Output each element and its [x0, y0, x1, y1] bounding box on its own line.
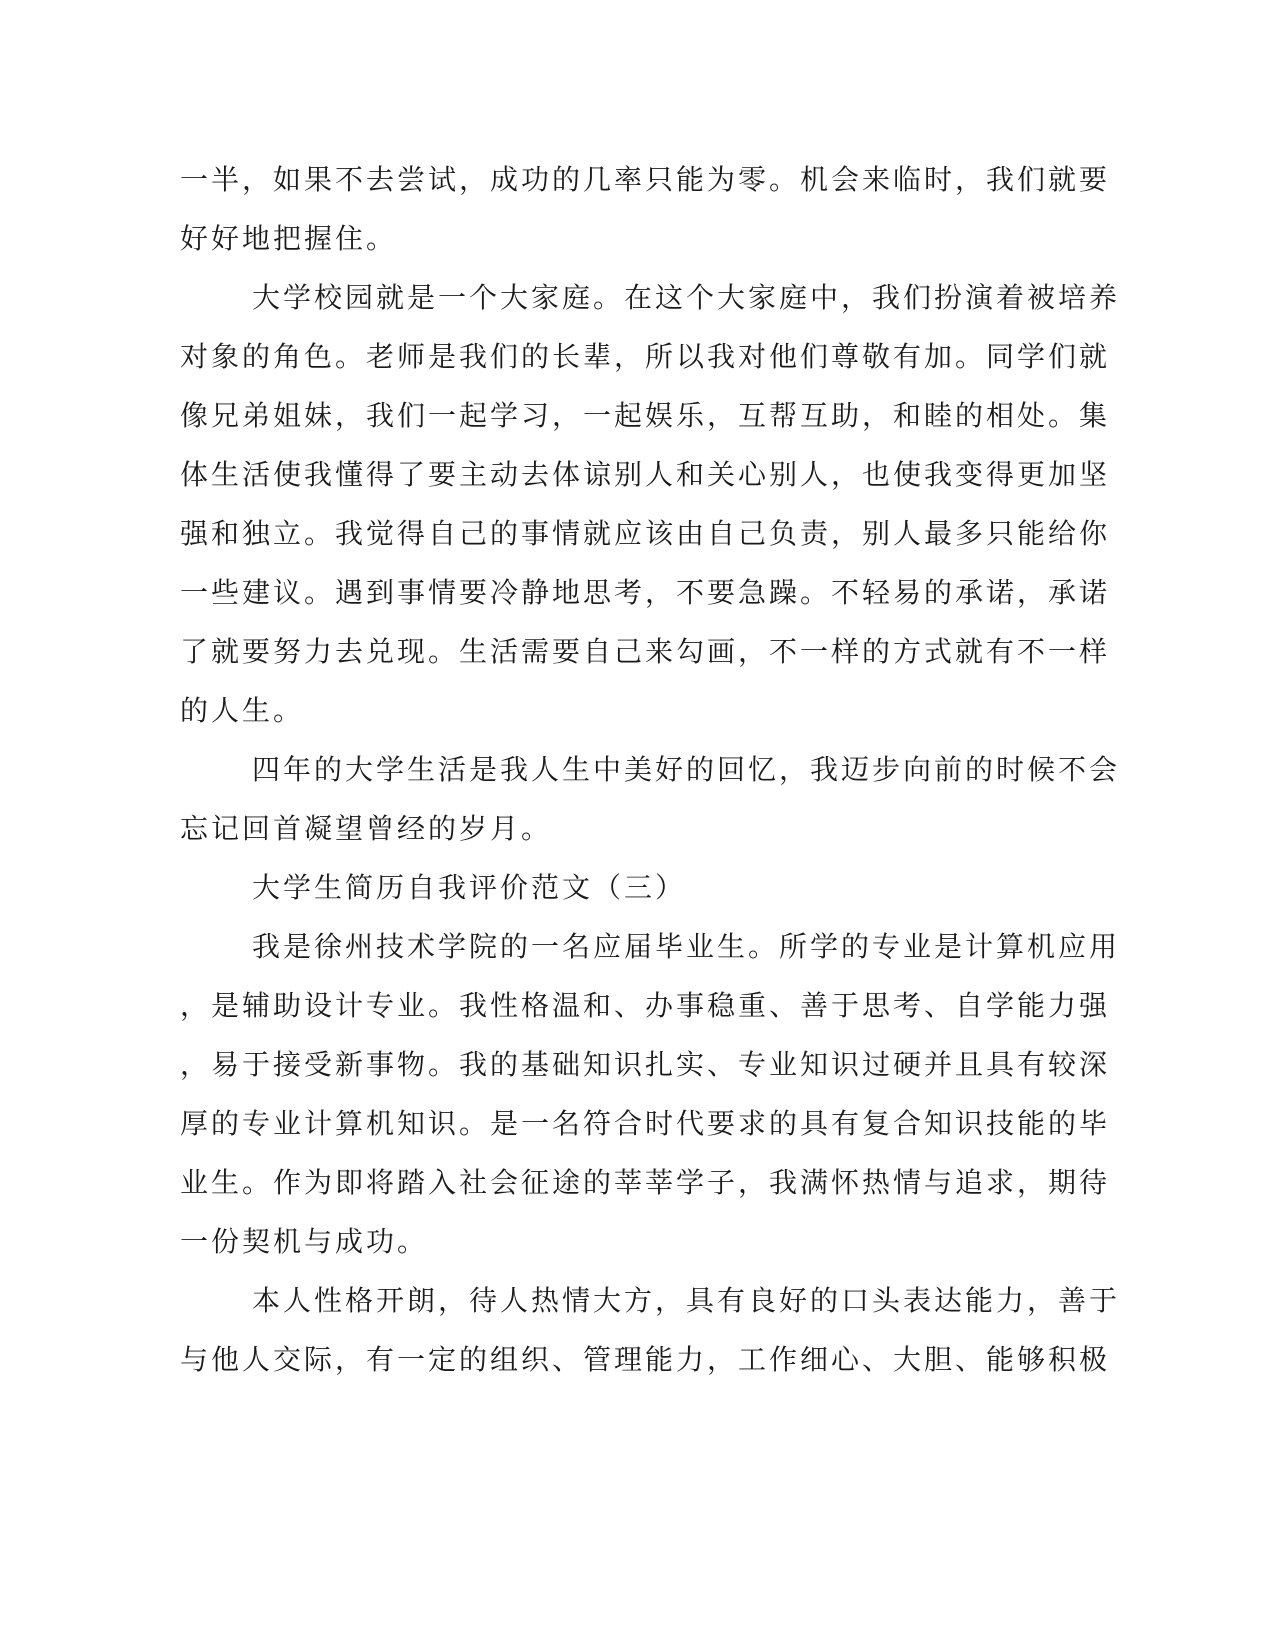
text-line: 好好地把握住。 — [180, 222, 398, 255]
text-line: 一半，如果不去尝试，成功的几率只能为零。机会来临时，我们就要 — [180, 163, 1111, 196]
text-line: 强和独立。我觉得自己的事情就应该由自己负责，别人最多只能给你 — [180, 517, 1111, 550]
text-line: 了就要努力去兑现。生活需要自己来勾画，不一样的方式就有不一样 — [180, 635, 1111, 668]
text-line: 一些建议。遇到事情要冷静地思考，不要急躁。不轻易的承诺，承诺 — [180, 576, 1111, 609]
paragraph-start: 我是徐州技术学院的一名应届毕业生。所学的专业是计算机应用 — [252, 930, 1121, 963]
section-heading: 大学生简历自我评价范文（三） — [252, 871, 687, 904]
paragraph-start: 大学校园就是一个大家庭。在这个大家庭中，我们扮演着被培养 — [252, 281, 1121, 314]
paragraph-start: 本人性格开朗，待人热情大方，具有良好的口头表达能力，善于 — [252, 1284, 1121, 1317]
text-line: 体生活使我懂得了要主动去体谅别人和关心别人，也使我变得更加坚 — [180, 458, 1111, 491]
text-line: 像兄弟姐妹，我们一起学习，一起娱乐，互帮互助，和睦的相处。集 — [180, 399, 1111, 432]
paragraph-start: 四年的大学生活是我人生中美好的回忆，我迈步向前的时候不会 — [252, 753, 1121, 786]
text-line: 对象的角色。老师是我们的长辈，所以我对他们尊敬有加。同学们就 — [180, 340, 1111, 373]
text-line: 的人生。 — [180, 694, 305, 727]
text-line: 与他人交际，有一定的组织、管理能力，工作细心、大胆、能够积极 — [180, 1343, 1111, 1376]
text-line: 厚的专业计算机知识。是一名符合时代要求的具有复合知识技能的毕 — [180, 1107, 1111, 1140]
text-line: ，是辅助设计专业。我性格温和、办事稳重、善于思考、自学能力强 — [180, 989, 1111, 1022]
text-line: 一份契机与成功。 — [180, 1225, 429, 1258]
text-line: 业生。作为即将踏入社会征途的莘莘学子，我满怀热情与追求，期待 — [180, 1166, 1111, 1199]
text-line: 忘记回首凝望曾经的岁月。 — [180, 812, 553, 845]
text-line: ，易于接受新事物。我的基础知识扎实、专业知识过硬并且具有较深 — [180, 1048, 1111, 1081]
